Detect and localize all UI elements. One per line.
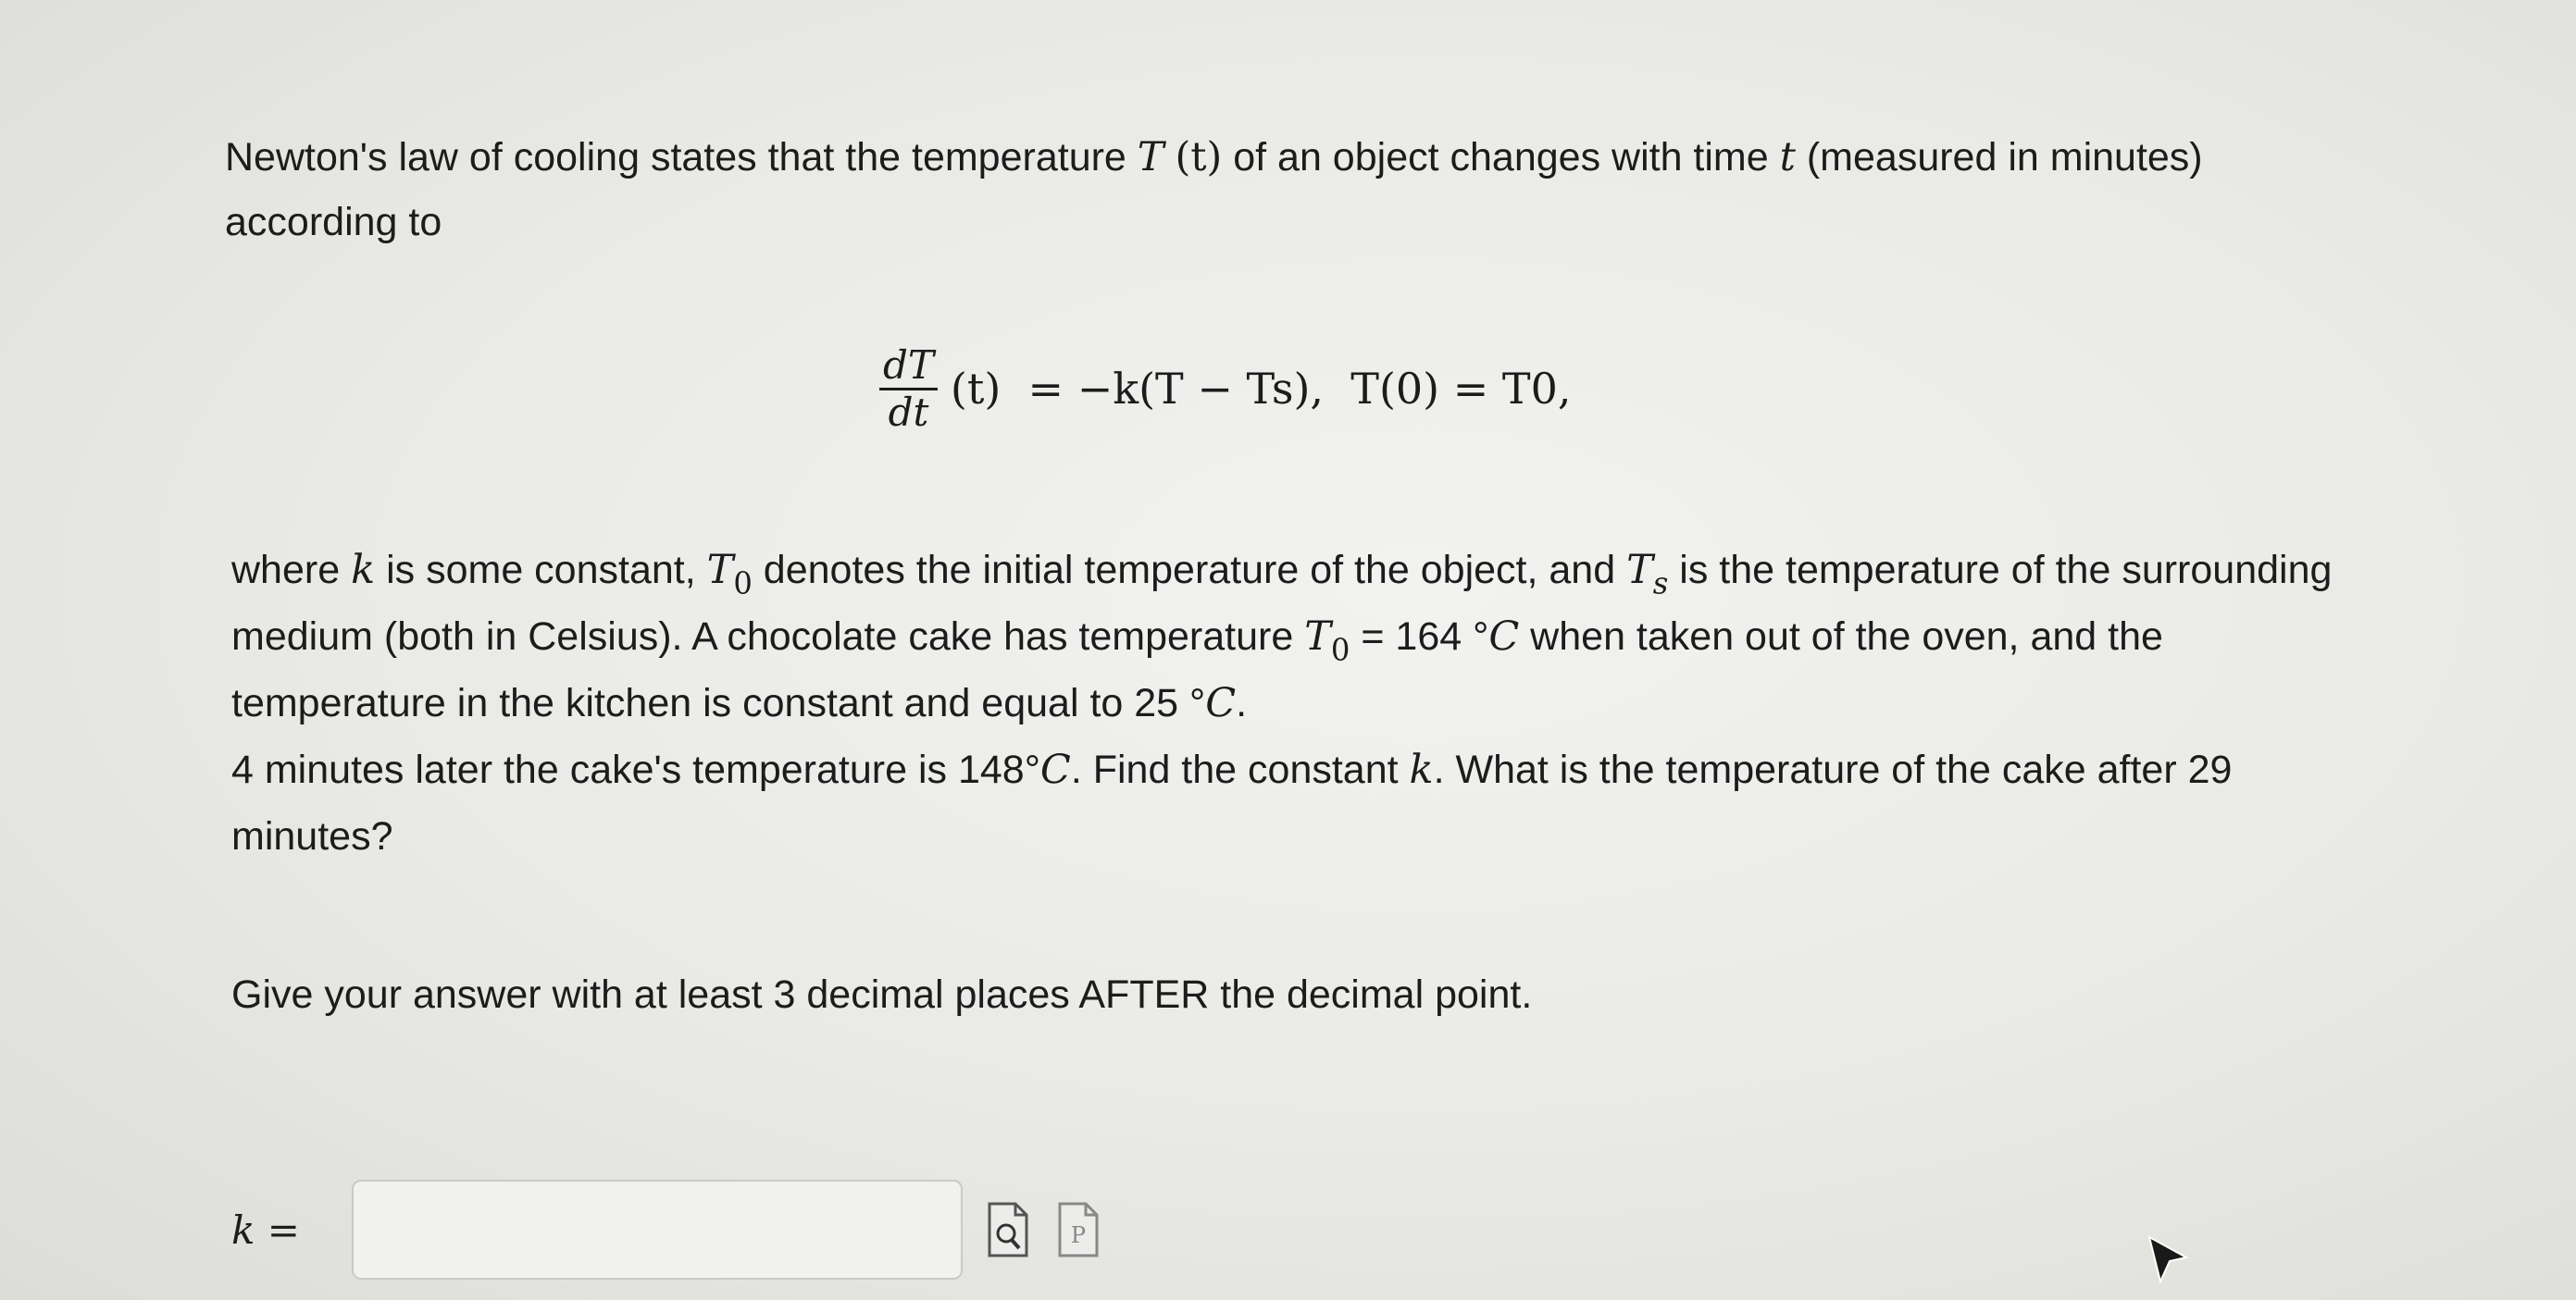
math-t: t [1779,134,1796,180]
math-Ts-sub: s [1652,565,1669,601]
answer-input-k[interactable] [352,1180,963,1280]
cooling-equation [879,328,1571,449]
fraction-denominator: dt [888,389,929,435]
answer-instructions: Give your answer with at least 3 decimal places AFTER the decimal point. [231,972,1533,1017]
math-C: C [1039,747,1071,793]
document-icon[interactable] [1053,1197,1103,1262]
derivative-fraction [879,343,938,435]
detail-text: denotes the initial temperature of the object, and [752,548,1627,592]
fraction-numerator: dT [883,341,934,388]
problem-details [231,537,2360,870]
detail-text: . What is the temperature of the cake after 29 minutes? [231,748,2233,859]
math-C: C [1488,613,1520,660]
math-T0-sub: 0 [733,565,753,601]
intro-text-2: of an object changes with time [1222,135,1780,180]
math-T0: T [706,547,734,593]
math-Ts: T [1626,547,1653,593]
equation-rhs: (t) = −k(T − Ts), T(0) = T0, [950,364,1572,414]
detail-text: 4 minutes later the cake's temperature is 148° [231,748,1040,792]
svg-text:P: P [1070,1222,1087,1248]
math-T0: T [1304,613,1331,660]
math-k: k [351,547,376,593]
detail-text: . [1236,681,1248,725]
detail-text: when taken out of the oven, and the temperature in the kitchen is constant and equal to 25 ° [231,614,2163,725]
detail-text: is the temperature of the surrounding medium (both in Celsius). A chocolate cake has temperature [231,548,2333,659]
math-T: T [1137,134,1164,180]
answer-row [231,1180,1103,1280]
math-C: C [1205,680,1237,726]
answer-label: k = [231,1207,300,1253]
detail-text: where [231,548,352,592]
mouse-cursor-icon [2146,1233,2194,1289]
preview-icon[interactable] [983,1197,1033,1262]
intro-text-3: (measured in minutes) according to [225,135,2203,244]
math-k: k [1409,747,1434,793]
detail-text: . Find the constant [1070,748,1410,792]
detail-text: is some constant, [375,548,707,592]
detail-text: = 164 ° [1350,614,1489,659]
problem-intro [225,125,2354,254]
intro-text: Newton's law of cooling states that the temperature [225,135,1138,180]
math-t-paren: (t) [1175,134,1223,180]
math-T0-sub: 0 [1330,632,1350,668]
